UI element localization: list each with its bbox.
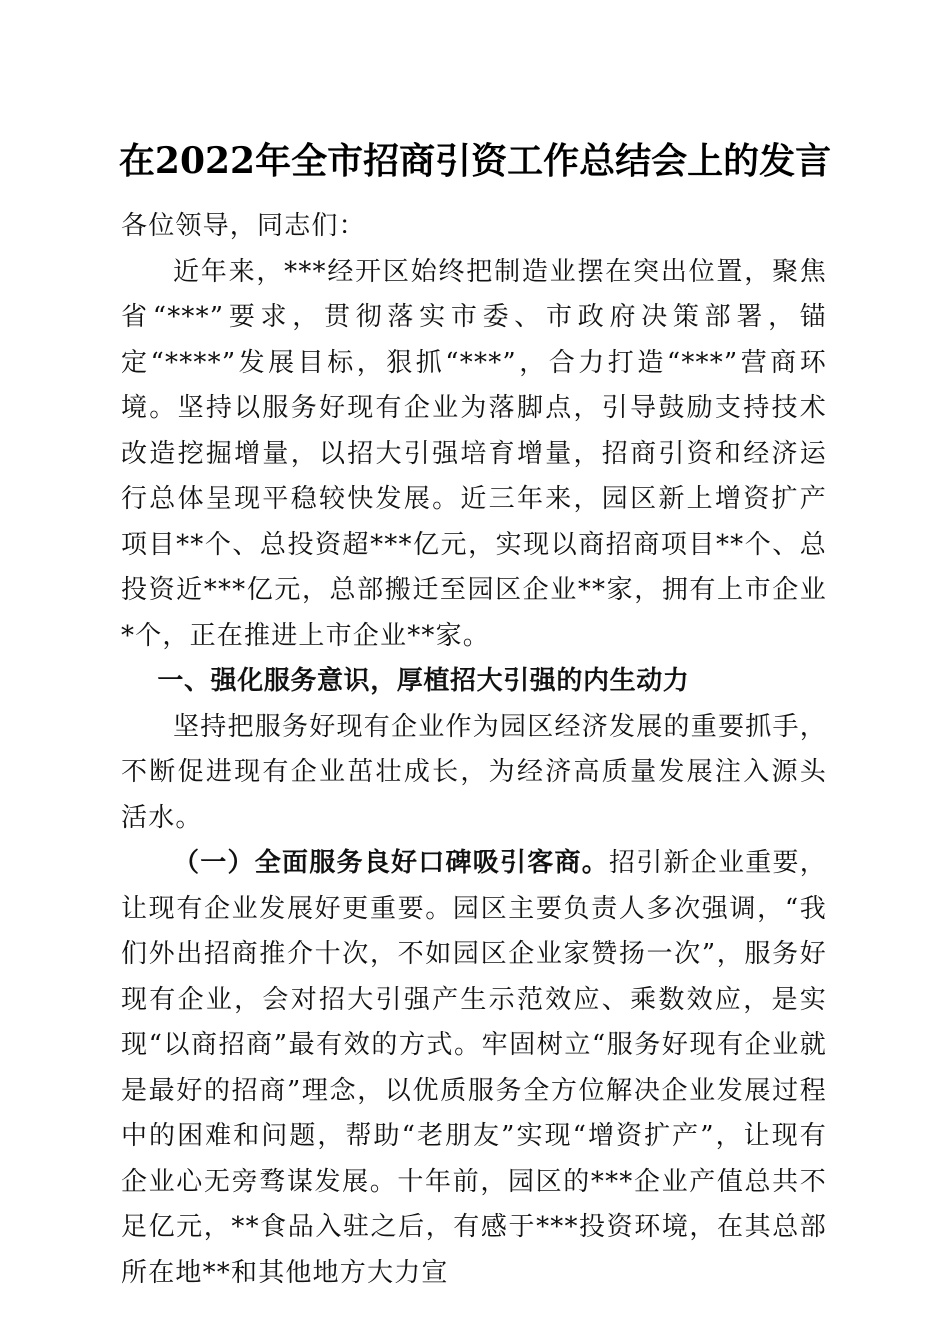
document-body bbox=[121, 204, 827, 1296]
intro-paragraph: 近年来，***经开区始终把制造业摆在突出位置，聚焦省“***”要求，贯彻落实市委、市政府决策部署，锚定“****”发展目标，狠抓“***”，合力打造“***”营商环境。坚持以服务好现有企业为落脚点，引导鼓励支持技术改造挖掘增量，以招大引强培育增量，招商引资和经济运行总体呈现平稳较快发展。近三年来，园区新上增资扩产项目**个、总投资超***亿元，实现以商招商项目**个、总投资近***亿元，总部搬迁至园区企业**家，拥有上市企业*个，正在推进上市企业**家。 bbox=[121, 256, 827, 651]
subsection-1-paragraph bbox=[121, 841, 827, 1296]
subsection-1-text: 招引新企业重要，让现有企业发展好更重要。园区主要负责人多次强调，“我们外出招商推介十次，不如园区企业家赞扬一次”，服务好现有企业，会对招大引强产生示范效应、乘数效应，是实现“以商招商”最有效的方式。牢固树立“服务好现有企业就是最好的招商”理念，以优质服务全方位解决企业发展过程中的困难和问题，帮助“老朋友”实现“增资扩产”，让现有企业心无旁骛谋发展。十年前，园区的***企业产值总共不足亿元，**食品入驻之后，有感于***投资环境，在其总部所在地**和其他地方大力宣 bbox=[121, 848, 827, 1288]
section-heading-1: 一、强化服务意识，厚植招大引强的内生动力 bbox=[157, 666, 690, 696]
section-1-paragraph: 坚持把服务好现有企业作为园区经济发展的重要抓手，不断促进现有企业茁壮成长，为经济高质量发展注入源头活水。 bbox=[121, 711, 827, 833]
subsection-heading-1: （一）全面服务良好口碑吸引客商。 bbox=[173, 848, 610, 878]
document-title: 在2022年全市招商引资工作总结会上的发言 bbox=[118, 140, 832, 182]
salutation: 各位领导，同志们： bbox=[121, 211, 366, 241]
